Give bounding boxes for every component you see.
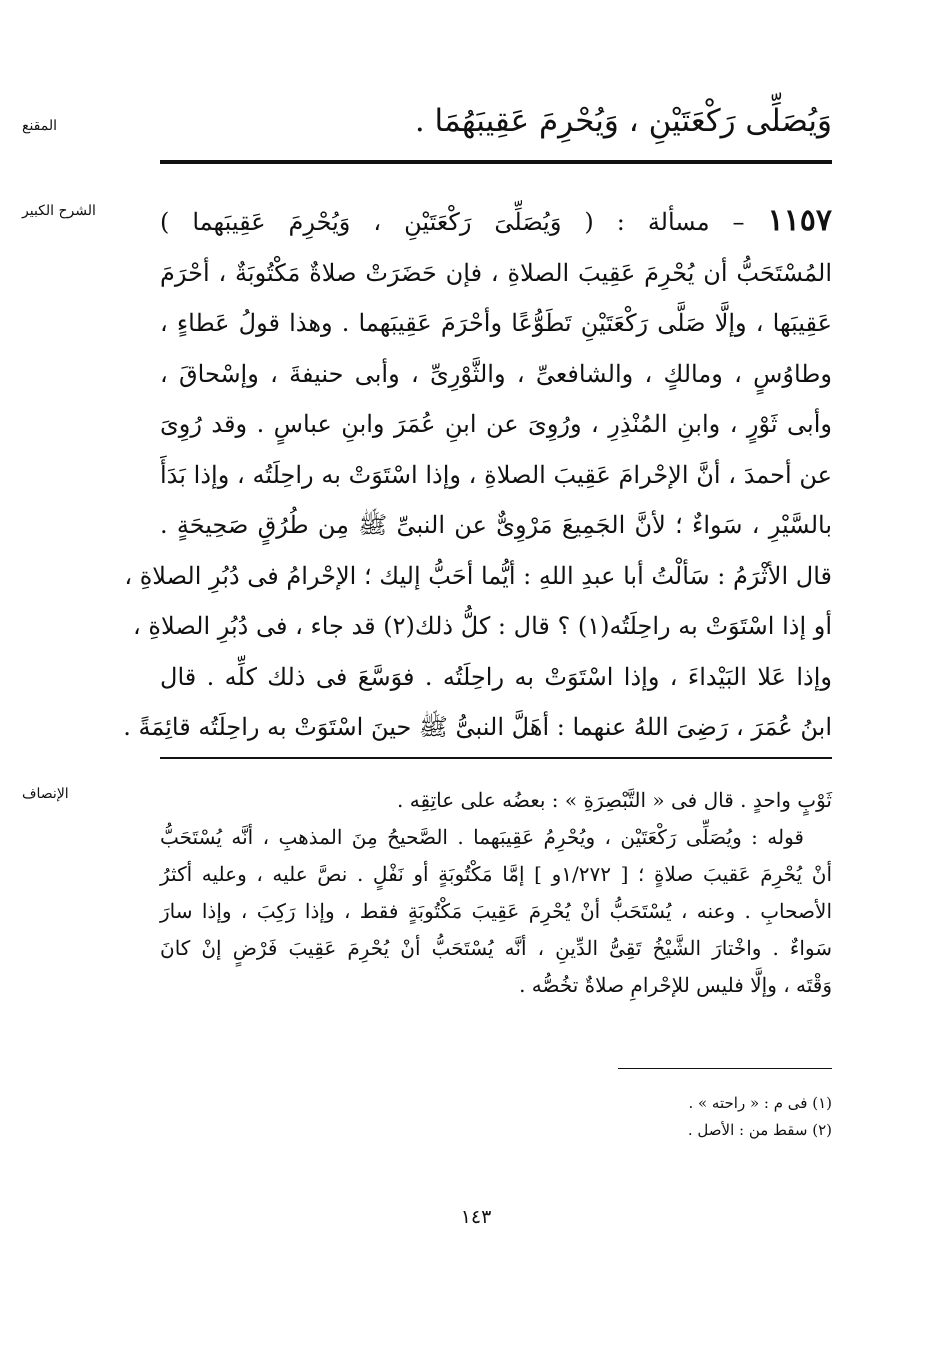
sharh-line: بالسَّيْرِ ، سَواءٌ ؛ لأنَّ الجَمِيعَ مَرْوِىٌّ عن النبىِّ ﷺ مِن طُرُقٍ صَحِيحَةٍ . <box>160 511 832 539</box>
sharh-text-block <box>123 196 832 753</box>
sharh-line: عَقِيبَها ، وإلَّا صَلَّى رَكْعَتَيْنِ تَطَوُّعًا وأحْرَمَ عَقِيبَهما . وهذا قولُ عَطاءٍ ، <box>160 309 832 337</box>
insaf-line: سَواءٌ . واخْتارَ الشَّيْخُ تَقِىُّ الدِّينِ ، أنَّه يُسْتَحَبُّ أنْ يُحْرِمَ عَقِيبَ فَرْضٍ إنْ كانَ <box>160 936 832 960</box>
side-label-sharh: الشرح الكبير <box>22 203 96 219</box>
sharh-line: ١١٥٧ – مسألة : ( وَيُصَلِّىَ رَكْعَتَيْنِ ، وَيُحْرِمَ عَقِيبَهما ) <box>160 203 832 238</box>
sharh-divider <box>160 757 832 759</box>
insaf-line: وَقْتَه ، وإلَّا فليس للإحْرامِ صلاةٌ تخُصُّه . <box>519 973 832 997</box>
sharh-line: ابنُ عُمَرَ ، رَضِىَ اللهُ عنهما : أهَلَّ النبىُّ ﷺ حينَ اسْتَوَتْ به راحِلَتُه قائِمَةً . <box>123 713 832 741</box>
insaf-line: أنْ يُحْرِمَ عَقيبَ صلاةٍ ؛ [ ١/٢٧٢و ] إمَّا مَكْتُوبَةٍ أو نَفْلٍ . نصَّ عليه ، وعليه أكثرُ <box>160 862 833 886</box>
insaf-line: الأصحابِ . وعنه ، يُسْتَحَبُّ أنْ يُحْرِمَ عَقِيبَ مَكْتُوبَةٍ فقط ، وإذا رَكِبَ ، وإذا سارَ <box>160 899 832 923</box>
sharh-line: عن أحمدَ ، أنَّ الإحْرامَ عَقِيبَ الصلاةِ ، وإذا اسْتَوَتْ به راحِلَتُه ، وإذا بَدَأَ <box>160 460 832 489</box>
sharh-line: أو إذا اسْتَوَتْ به راحِلَتُه(١) ؟ قال : كلُّ ذلك(٢) قد جاء ، فى دُبُرِ الصلاةِ ، <box>133 612 832 640</box>
sharh-line: وأبى ثَوْرٍ ، وابنِ المُنْذِرِ ، ورُوِىَ عن ابنِ عُمَرَ وابنِ عباسٍ . وقد رُوِىَ <box>160 410 832 438</box>
footnotes-block <box>160 1090 832 1144</box>
sharh-line: المُسْتَحَبُّ أن يُحْرِمَ عَقِيبَ الصلاةِ ، فإن حَضَرَتْ صلاةٌ مَكْتُوبَةٌ ، أحْرَمَ <box>160 258 832 287</box>
muqni-text-block <box>160 98 832 144</box>
issue-number: ١١٥٧ <box>767 203 832 238</box>
insaf-text-block <box>160 782 832 1004</box>
side-label-insaf: الإنصاف <box>22 786 69 802</box>
footnote-1: (١) فى م : « راحته » . <box>688 1094 832 1112</box>
footnote-divider <box>618 1068 832 1069</box>
muqni-divider <box>160 160 832 164</box>
page-number: ١٤٣ <box>460 1206 492 1228</box>
muqni-line: وَيُصَلِّى رَكْعَتَيْنِ ، وَيُحْرِمَ عَقِيبَهُمَا . <box>414 103 832 139</box>
insaf-line: ثَوْبٍ واحدٍ . قال فى « التَّبْصِرَةِ » : بعضُه على عاتِقِه . <box>397 788 832 812</box>
side-label-muqni: المقنع <box>22 118 58 134</box>
insaf-line: قوله : ويُصَلِّى رَكْعَتَيْن ، ويُحْرِمُ عَقِيبَهما . الصَّحيحُ مِنَ المذهبِ ، أنَّه يُسْتَحَبُّ <box>160 825 804 849</box>
footnote-2: (٢) سقط من : الأصل . <box>687 1121 832 1139</box>
sharh-line: وطاوُسٍ ، ومالكٍ ، والشافعىِّ ، والثَّوْرِىِّ ، وأبى حنيفةَ ، وإسْحاقَ ، <box>160 359 832 388</box>
sharh-line: وإذا عَلا البَيْداءَ ، وإذا اسْتَوَتْ به راحِلَتُه . فوَسَّعَ فى ذلك كلِّه . قال <box>160 662 832 691</box>
sharh-line: قال الأثْرَمُ : سَألْتُ أبا عبدِ اللهِ : أيُّما أحَبُّ إليك ؛ الإحْرامُ فى دُبُرِ الصلاةِ ، <box>124 561 832 590</box>
